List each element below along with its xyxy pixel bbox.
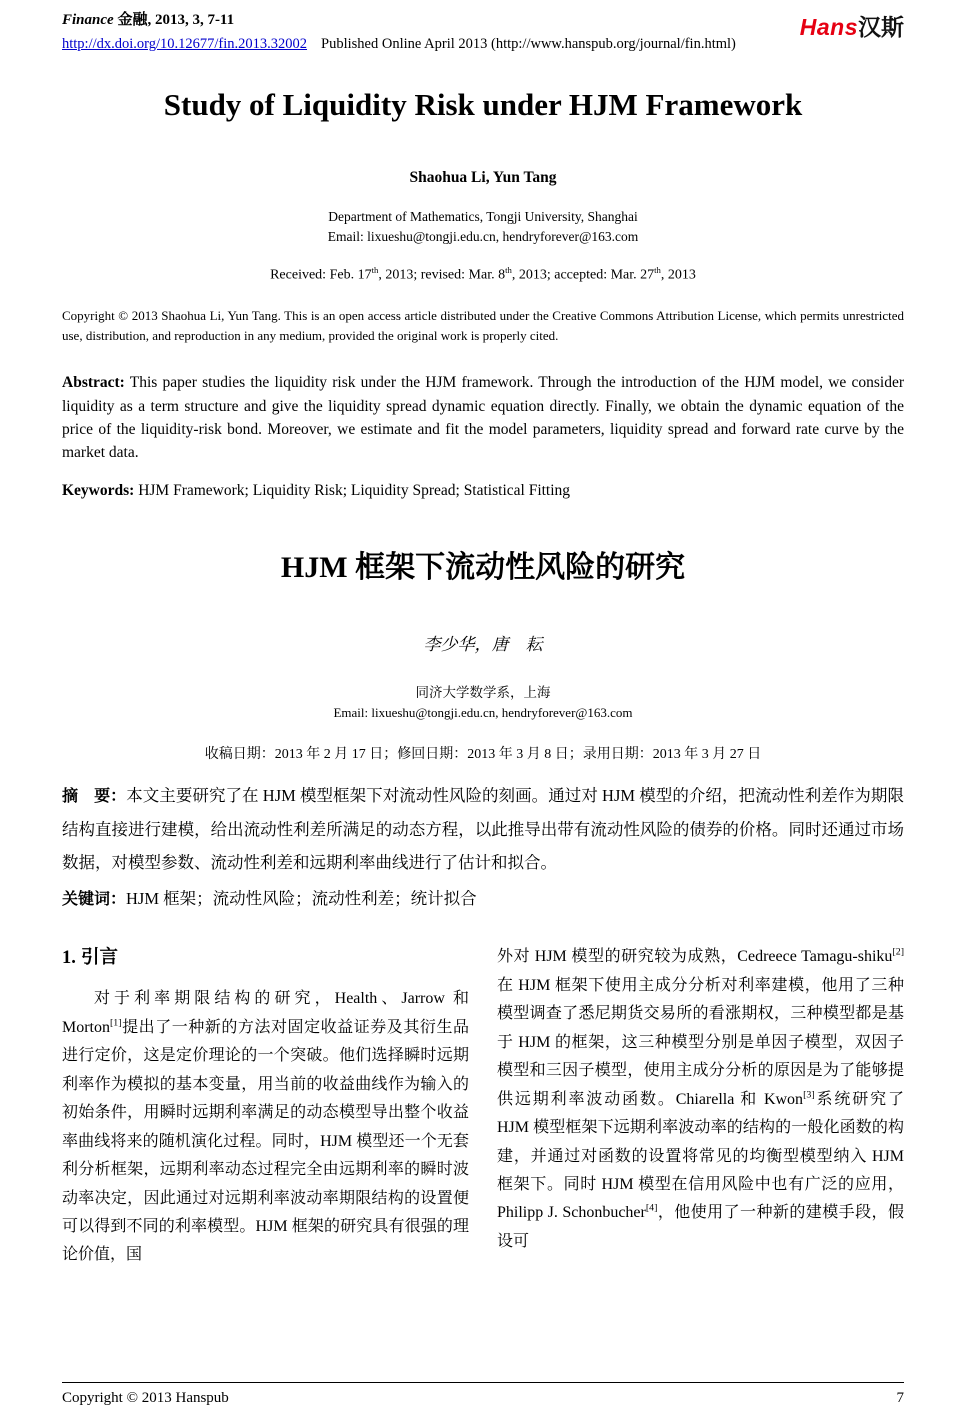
text-segment: , 2013; revised: Mar. 8 bbox=[378, 267, 506, 283]
keywords-text-chinese: HJM 框架；流动性风险；流动性利差；统计拟合 bbox=[126, 889, 477, 909]
authors-chinese: 李少华，唐 耘 bbox=[423, 635, 543, 655]
keywords-english bbox=[62, 482, 904, 500]
abstract-label-chinese: 摘 要： bbox=[62, 788, 127, 806]
citation-ref-3: [3] bbox=[803, 1089, 815, 1101]
citation-ref-2: [2] bbox=[892, 946, 904, 958]
intro-paragraph-left bbox=[62, 985, 469, 1270]
footer-copyright: Copyright © 2013 Hanspub bbox=[62, 1390, 229, 1406]
doi-link[interactable]: http://dx.doi.org/10.12677/fin.2013.32002 bbox=[62, 36, 308, 52]
right-column bbox=[497, 943, 904, 1270]
keywords-label-chinese: 关键词： bbox=[62, 891, 127, 909]
submission-dates-chinese: 收稿日期：2013 年 2 月 17 日；修回日期：2013 年 3 月 8 日；录用日期：2013 年 3 月 27 日 bbox=[204, 747, 762, 763]
keywords-label: Keywords: bbox=[62, 482, 135, 500]
text-segment: , 2013 bbox=[660, 267, 696, 283]
citation-ref-1: [1] bbox=[110, 1017, 122, 1029]
abstract-chinese bbox=[62, 779, 904, 879]
doi-line bbox=[62, 36, 736, 53]
license-statement: Copyright © 2013 Shaohua Li, Yun Tang. This is an open access article distributed under the Creative Commons Attribution License, which permits unrestricted use, distribution, and reproduction in any medium, provided the original work is properly cited. bbox=[62, 307, 904, 344]
received-dates-line bbox=[62, 265, 904, 284]
text-segment: 对于利率期限结构的研究，Health、Jarrow 和 Morton bbox=[62, 990, 469, 1036]
ordinal-suffix: th bbox=[371, 265, 379, 275]
email-english: Email: lixueshu@tongji.edu.cn, hendryforever@163.com bbox=[327, 229, 639, 244]
text-segment: 提出了一种新的方法对固定收益证券及其衍生品进行定价，这是定价理论的一个突破。他们选择瞬时远期利率作为模拟的基本变量，用当前的收益曲线作为输入的初始条件，用瞬时远期利率满足的动态模型导出整个收益率曲线将来的随机演化过程。同时，HJM 模型还一个无套利分析框架，远期利率动态过程完全由远期利率的瞬时波动率决定，因此通过对远期利率波动率期限结构的设置便可以得到不同的利率模型。HJM 框架的研究具有很强的理论价值，国 bbox=[62, 1018, 469, 1264]
keywords-chinese bbox=[62, 885, 904, 909]
journal-info bbox=[62, 8, 736, 29]
text-segment: 外对 HJM 模型的研究较为成熟，Cedreece Tamagu-shiku bbox=[497, 948, 893, 966]
citation-ref-4: [4] bbox=[645, 1203, 658, 1215]
intro-paragraph-right bbox=[497, 943, 904, 1256]
left-column bbox=[62, 943, 469, 1270]
abstract-english bbox=[62, 371, 904, 464]
journal-issue-info: 金融, 2013, 3, 7-11 bbox=[113, 12, 235, 28]
paper-title-chinese: HJM 框架下流动性风险的研究 bbox=[280, 551, 686, 585]
ordinal-suffix: th bbox=[654, 265, 661, 275]
page-footer bbox=[62, 1382, 904, 1407]
ordinal-suffix: th bbox=[505, 265, 512, 275]
hans-logo-chinese: 汉斯 bbox=[858, 14, 904, 40]
section-heading-introduction bbox=[62, 943, 469, 969]
email-chinese: Email: lixueshu@tongji.edu.cn, hendryforever@163.com bbox=[333, 705, 633, 721]
section-number: 1. bbox=[62, 948, 76, 969]
body-columns bbox=[62, 943, 904, 1270]
header-left bbox=[62, 8, 736, 53]
authors-english: Shaohua Li, Yun Tang bbox=[409, 169, 557, 186]
affiliation-chinese: 同济大学数学系，上海 bbox=[415, 685, 551, 701]
text-segment: , 2013; accepted: Mar. 27 bbox=[511, 267, 655, 283]
section-title-text: 引言 bbox=[75, 946, 119, 968]
affiliation-english: Department of Mathematics, Tongji University, Shanghai bbox=[328, 209, 638, 224]
hans-logo-text: Hans bbox=[799, 14, 858, 40]
keywords-text: HJM Framework; Liquidity Risk; Liquidity Spread; Statistical Fitting bbox=[134, 482, 571, 500]
abstract-text: This paper studies the liquidity risk under the HJM framework. Through the introduction of the HJM model, we consider liquidity as a term structure and give the liquidity spread dynamic equation directly. Finally, we obtain the dynamic equation of the price of the liquidity-risk bond. Moreover, we estimate and fit the model parameters, liquidity spread and forward rate curve by the market data. bbox=[62, 374, 904, 461]
text-segment: 在 HJM 框架下使用主成分分析对利率建模，他用了三种模型调查了悉尼期货交易所的看涨期权，三种模型都是基于 HJM 的框架，这三种模型分别是单因子模型，双因子模型和三因子模型，使用主成分分析的原因是为了能够提供远期利率波动函数。Chiarella 和 Kwon bbox=[497, 976, 904, 1108]
paper-title-english: Study of Liquidity Risk under HJM Framework bbox=[163, 87, 803, 122]
published-info: Published Online April 2013 (http://www.hanspub.org/journal/fin.html) bbox=[321, 36, 736, 52]
journal-name: Finance bbox=[62, 12, 114, 28]
abstract-text-chinese: 本文主要研究了在 HJM 模型框架下对流动性风险的刻画。通过对 HJM 模型的介绍，把流动性利差作为期限结构直接进行建模，给出流动性利差所满足的动态方程，以此推导出带有流动性风险的债券的价格。同时还通过市场数据，对模型参数、流动性利差和远期利率曲线进行了估计和拟合。 bbox=[62, 786, 904, 873]
text-segment: 系统研究了 HJM 模型框架下远期利率波动率的结构的一般化函数的构建，并通过对函数的设置将常见的均衡型模型纳入 HJM 框架下。同时 HJM 模型在信用风险中也有广泛的应用，Philipp J. Schonbucher bbox=[497, 1090, 904, 1222]
text-segment: ，他使用了一种新的建模手段，假设可 bbox=[497, 1204, 904, 1250]
page-number: 7 bbox=[896, 1390, 904, 1406]
hans-publisher-logo bbox=[800, 8, 904, 42]
text-segment: Received: Feb. 17 bbox=[270, 267, 372, 283]
page-header bbox=[62, 8, 904, 53]
abstract-label: Abstract: bbox=[62, 374, 125, 392]
